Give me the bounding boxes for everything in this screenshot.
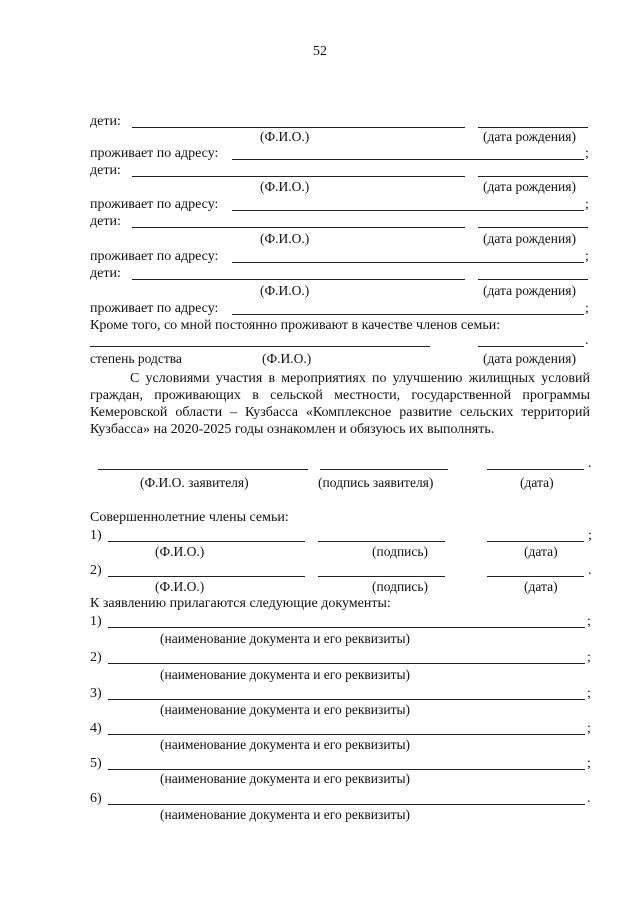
member-fio-caption: (Ф.И.О.) — [155, 579, 205, 594]
family-members-text: Кроме того, со мной постоянно проживают в качестве членов семьи: — [90, 318, 501, 333]
address-line[interactable] — [232, 159, 584, 160]
dob-line[interactable] — [478, 279, 588, 280]
member-date-caption: (дата) — [524, 544, 558, 559]
row-end: ; — [587, 721, 591, 736]
row-number: 2) — [90, 650, 102, 665]
row-number: 4) — [90, 721, 102, 736]
document-line[interactable] — [108, 699, 585, 700]
document-caption: (наименование документа и его реквизиты) — [160, 631, 411, 646]
member-signature-caption: (подпись) — [372, 579, 429, 594]
document-line[interactable] — [108, 663, 585, 664]
row-end: . — [587, 791, 591, 806]
document-caption: (наименование документа и его реквизиты) — [160, 667, 411, 682]
dob-line[interactable] — [478, 176, 588, 177]
address-label: проживает по адресу: — [90, 249, 219, 264]
member-signature-line[interactable] — [318, 541, 445, 542]
address-line[interactable] — [232, 262, 584, 263]
applicant-fio-caption: (Ф.И.О. заявителя) — [140, 475, 249, 490]
document-caption: (наименование документа и его реквизиты) — [160, 771, 411, 786]
member-date-caption: (дата) — [524, 579, 558, 594]
member-fio-line[interactable] — [108, 576, 305, 577]
row-number: 2) — [90, 563, 102, 578]
semicolon: ; — [585, 197, 589, 212]
dob-line[interactable] — [478, 346, 584, 347]
address-label: проживает по адресу: — [90, 197, 219, 212]
applicant-signature-line[interactable] — [320, 469, 448, 470]
dob-caption: (дата рождения) — [483, 179, 576, 194]
children-label: дети: — [90, 214, 121, 229]
children-label: дети: — [90, 266, 121, 281]
fio-line[interactable] — [132, 127, 465, 128]
children-label: дети: — [90, 163, 121, 178]
document-line[interactable] — [108, 804, 585, 805]
applicant-signature-caption: (подпись заявителя) — [318, 475, 434, 490]
semicolon: ; — [585, 301, 589, 316]
children-label: дети: — [90, 114, 121, 129]
fio-line[interactable] — [132, 279, 465, 280]
applicant-fio-line[interactable] — [98, 469, 308, 470]
row-end: ; — [587, 756, 591, 771]
row-end: . — [588, 563, 592, 578]
semicolon: ; — [585, 146, 589, 161]
member-signature-line[interactable] — [318, 576, 445, 577]
row-number: 1) — [90, 614, 102, 629]
dob-line[interactable] — [478, 227, 588, 228]
dob-line[interactable] — [478, 127, 588, 128]
document-line[interactable] — [108, 627, 585, 628]
family-members-title: Совершеннолетние члены семьи: — [90, 510, 289, 525]
member-date-line[interactable] — [487, 576, 584, 577]
row-number: 1) — [90, 528, 102, 543]
address-line[interactable] — [232, 314, 584, 315]
dob-caption: (дата рождения) — [483, 129, 576, 144]
fio-caption: (Ф.И.О.) — [260, 231, 310, 246]
row-number: 3) — [90, 686, 102, 701]
fio-line[interactable] — [132, 176, 465, 177]
document-line[interactable] — [108, 734, 585, 735]
applicant-date-line[interactable] — [487, 469, 584, 470]
applicant-date-caption: (дата) — [520, 475, 554, 490]
row-number: 5) — [90, 756, 102, 771]
fio-line[interactable] — [132, 227, 465, 228]
documents-title: К заявлению прилагаются следующие документы: — [90, 596, 391, 611]
conditions-paragraph: С условиями участия в мероприятиях по улучшению жилищных условий граждан, проживающих в сельской местности, государственной программы Кемеровской области – Кузбасса «Комплексное развитие сельских территорий Кузбасса» на 2020-2025 годы ознакомлен и обязуюсь их выполнять. — [90, 371, 590, 437]
semicolon: ; — [585, 249, 589, 264]
row-end: ; — [587, 686, 591, 701]
page-number: 52 — [313, 44, 327, 59]
fio-caption: (Ф.И.О.) — [260, 283, 310, 298]
row-end: ; — [588, 528, 592, 543]
member-date-line[interactable] — [487, 541, 584, 542]
fio-caption: (Ф.И.О.) — [262, 351, 312, 366]
period: . — [588, 456, 592, 471]
document-caption: (наименование документа и его реквизиты) — [160, 702, 411, 717]
address-label: проживает по адресу: — [90, 146, 219, 161]
relation-fio-line[interactable] — [90, 346, 430, 347]
period: . — [585, 333, 589, 348]
fio-caption: (Ф.И.О.) — [260, 129, 310, 144]
address-label: проживает по адресу: — [90, 301, 219, 316]
dob-caption: (дата рождения) — [483, 231, 576, 246]
fio-caption: (Ф.И.О.) — [260, 179, 310, 194]
dob-caption: (дата рождения) — [483, 351, 576, 366]
row-end: ; — [587, 614, 591, 629]
member-fio-line[interactable] — [108, 541, 305, 542]
address-line[interactable] — [232, 210, 584, 211]
member-fio-caption: (Ф.И.О.) — [155, 544, 205, 559]
dob-caption: (дата рождения) — [483, 283, 576, 298]
document-line[interactable] — [108, 769, 585, 770]
document-caption: (наименование документа и его реквизиты) — [160, 737, 411, 752]
member-signature-caption: (подпись) — [372, 544, 429, 559]
document-caption: (наименование документа и его реквизиты) — [160, 807, 411, 822]
row-number: 6) — [90, 791, 102, 806]
row-end: ; — [587, 650, 591, 665]
relation-caption: степень родства — [90, 351, 182, 366]
